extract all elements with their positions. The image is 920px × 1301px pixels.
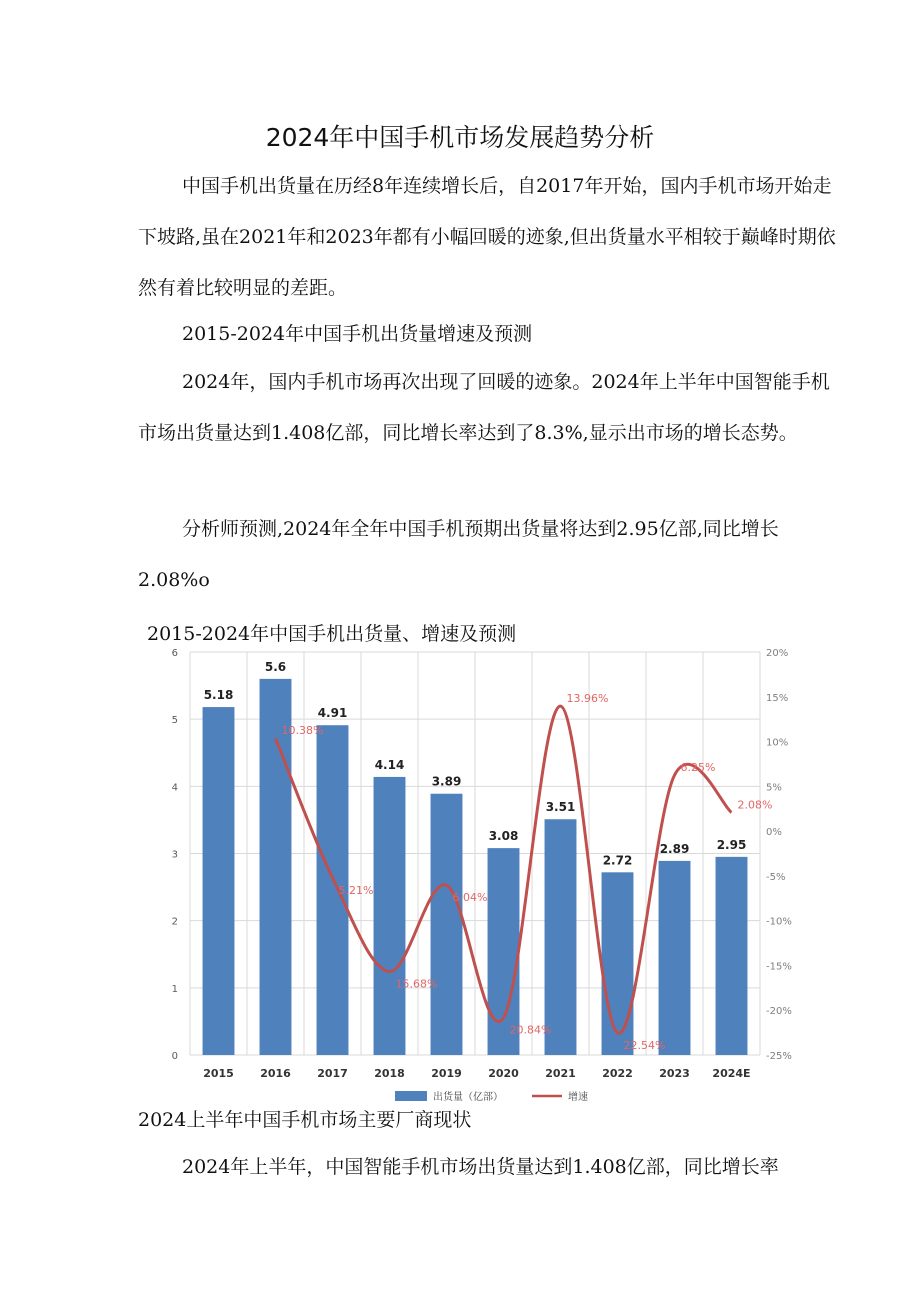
growth-rate-label: 2.08% bbox=[737, 798, 773, 812]
section-heading-growth: 2015-2024年中国手机出货量增速及预测 bbox=[182, 323, 533, 345]
left-axis-tick: 0 bbox=[171, 1051, 178, 1062]
bar-value-label: 2.89 bbox=[659, 841, 690, 856]
legend-swatch-shipment bbox=[395, 1091, 427, 1101]
bar-value-label: 5.6 bbox=[264, 659, 287, 674]
right-axis-tick: -25% bbox=[766, 1051, 792, 1062]
bar-shipment bbox=[203, 707, 235, 1055]
x-axis-tick: 2022 bbox=[602, 1067, 633, 1080]
paragraph-forecast: 分析师预测,2024年全年中国手机预期出货量将达到2.95亿部,同比增长2.08%o bbox=[138, 518, 779, 591]
bar-value-label: 4.14 bbox=[374, 757, 405, 772]
growth-rate-label: 20.84% bbox=[509, 1023, 552, 1037]
bar-value-label: 3.51 bbox=[545, 800, 576, 815]
shipment-growth-chart bbox=[140, 640, 830, 1110]
paragraph-intro: 中国手机出货量在历经8年连续增长后，自2017年开始，国内手机市场开始走下坡路,虽在2021年和2023年都有小幅回暖的迹象,但出货量水平相较于巅峰时期依然有着比较明显的差距。 bbox=[138, 175, 836, 299]
right-axis-tick: 15% bbox=[766, 692, 789, 704]
paragraph-2024-recovery: 2024年，国内手机市场再次出现了回暖的迹象。2024年上半年中国智能手机市场出货量达到1.408亿部，同比增长率达到了8.3%,显示出市场的增长态势。 bbox=[138, 371, 830, 444]
x-axis-tick: 2015 bbox=[203, 1067, 234, 1080]
document-title: 2024年中国手机市场发展趋势分析 bbox=[265, 123, 655, 152]
left-axis-tick: 2 bbox=[171, 916, 178, 928]
left-axis-tick: 1 bbox=[171, 983, 178, 995]
bar-value-label: 2.72 bbox=[602, 853, 633, 868]
growth-rate-label: 15.68% bbox=[395, 977, 438, 991]
bar-shipment bbox=[431, 794, 463, 1055]
x-axis-tick: 2019 bbox=[431, 1067, 462, 1080]
x-axis-tick: 2024E bbox=[712, 1067, 751, 1080]
legend-label-shipment: 出货量（亿部） bbox=[433, 1092, 503, 1103]
bar-value-label: 3.89 bbox=[431, 774, 462, 789]
x-axis-tick: 2021 bbox=[545, 1067, 576, 1080]
bar-shipment bbox=[545, 819, 577, 1055]
left-axis-tick: 4 bbox=[171, 782, 178, 794]
growth-rate-label: 22.54% bbox=[623, 1038, 666, 1052]
x-axis-tick: 2023 bbox=[659, 1067, 690, 1080]
right-axis-tick: -5% bbox=[766, 871, 786, 883]
bar-value-label: 2.95 bbox=[716, 837, 747, 852]
bar-value-label: 4.91 bbox=[317, 706, 348, 721]
growth-rate-label: 10.38% bbox=[281, 724, 324, 738]
right-axis-tick: 5% bbox=[766, 782, 782, 794]
bar-shipment bbox=[374, 777, 406, 1055]
growth-rate-label: 5.21% bbox=[338, 883, 374, 897]
paragraph-h1-2024: 2024年上半年，中国智能手机市场出货量达到1.408亿部，同比增长率 bbox=[182, 1156, 779, 1178]
section-heading-vendors: 2024上半年中国手机市场主要厂商现状 bbox=[138, 1109, 472, 1131]
growth-rate-label: 13.96% bbox=[566, 692, 609, 706]
chart-caption: 2015-2024年中国手机出货量、增速及预测 bbox=[147, 623, 517, 645]
left-axis-tick: 3 bbox=[171, 849, 178, 861]
right-axis-tick: 20% bbox=[766, 648, 789, 659]
right-axis-tick: 0% bbox=[766, 827, 782, 839]
x-axis-tick: 2017 bbox=[317, 1067, 348, 1080]
legend-label-growth: 增速 bbox=[568, 1092, 588, 1103]
growth-rate-label: 6.04% bbox=[452, 891, 488, 905]
right-axis-tick: -20% bbox=[766, 1006, 792, 1018]
right-axis-tick: -15% bbox=[766, 961, 792, 973]
right-axis-tick: 10% bbox=[766, 737, 789, 749]
left-axis-tick: 6 bbox=[171, 648, 178, 659]
growth-rate-label: 6.25% bbox=[680, 761, 716, 775]
left-axis-tick: 5 bbox=[171, 715, 178, 727]
x-axis-tick: 2018 bbox=[374, 1067, 405, 1080]
bar-shipment bbox=[602, 872, 634, 1055]
bar-shipment bbox=[716, 857, 748, 1055]
bar-value-label: 5.18 bbox=[203, 688, 234, 703]
bar-shipment bbox=[659, 861, 691, 1055]
x-axis-tick: 2020 bbox=[488, 1067, 519, 1080]
x-axis-tick: 2016 bbox=[260, 1067, 291, 1080]
right-axis-tick: -10% bbox=[766, 916, 792, 928]
bar-value-label: 3.08 bbox=[488, 829, 519, 844]
